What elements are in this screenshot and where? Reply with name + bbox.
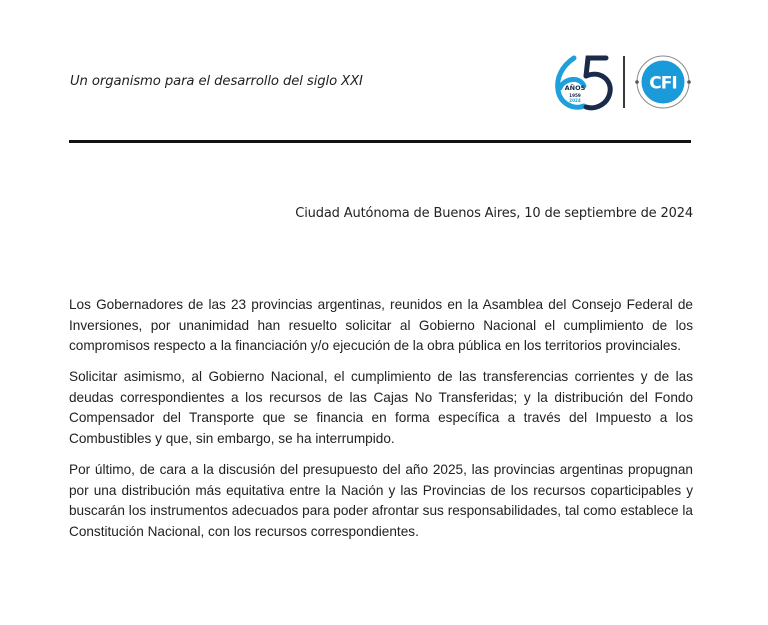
svg-text:AÑOS: AÑOS	[564, 84, 586, 92]
date-line: Ciudad Autónoma de Buenos Aires, 10 de septiembre de 2024	[295, 206, 693, 221]
document-body	[69, 295, 693, 553]
logo-separator	[623, 56, 625, 108]
tagline: Un organismo para el desarrollo del siglo XXI	[70, 74, 363, 89]
cfi-logo-icon	[632, 52, 694, 112]
paragraph-3: Por último, de cara a la discusión del presupuesto del año 2025, las provincias argentinas propugnan por una distribución más equitativa entre la Nación y las Provincias de los recursos coparticipables y buscarán los instrumentos adecuados para poder afrontar sus responsabilidades, tal como establece la Constitución Nacional, con los recursos correspondientes.	[69, 462, 693, 539]
svg-text:1959: 1959	[569, 93, 581, 98]
paragraph-2: Solicitar asimismo, al Gobierno Nacional, el cumplimiento de las transferencias corrientes y de las deudas correspondientes a los recursos de las Cajas No Transferidas; y la distribución del Fondo Compensador del Transporte que se financia en forma específica a través del Impuesto a los Combustibles y que, sin embargo, se ha interrumpido.	[69, 369, 693, 447]
header-divider	[69, 140, 691, 143]
svg-text:2024: 2024	[569, 98, 581, 103]
65-years-anniversary-logo-icon	[552, 52, 614, 114]
paragraph-1: Los Gobernadores de las 23 provincias argentinas, reunidos en la Asamblea del Consejo Federal de Inversiones, por unanimidad han resuelto solicitar al Gobierno Nacional el cumplimiento de los compromisos respecto a la financiación y/o ejecución de la obra pública en los territorios provinciales.	[69, 297, 693, 354]
svg-text:CFI: CFI	[649, 73, 677, 94]
